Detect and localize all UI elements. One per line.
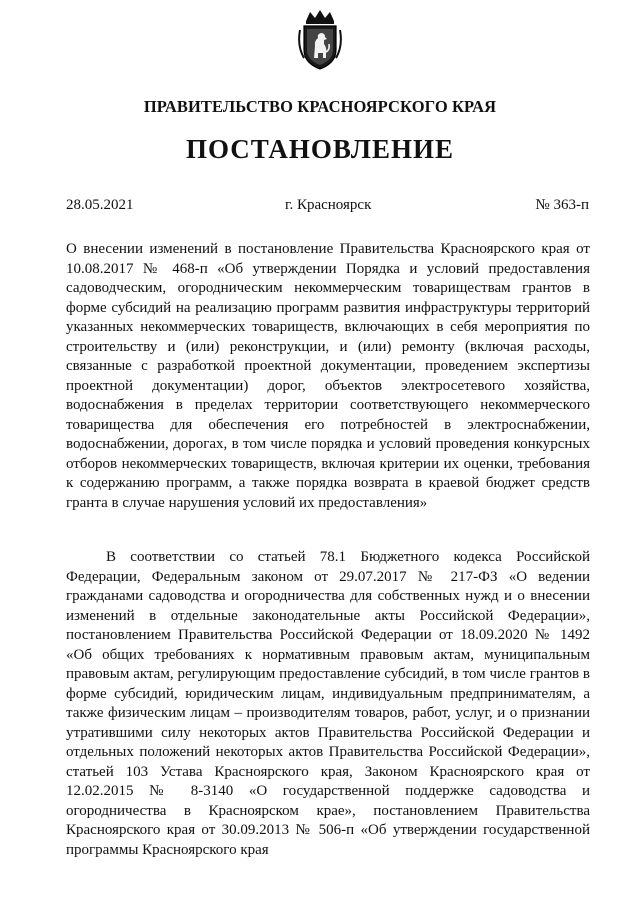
document-type-title: ПОСТАНОВЛЕНИЕ [185, 134, 455, 164]
document-subject: О внесении изменений в постановление Правительства Красноярского края от 10.08.2017 № 468-п «Об утверждении Порядка и условий предоставления садоводческим, огородническим некоммерческим товариществам грантов в форме субсидий на реализацию программ развития инфраструктуры территорий указанных некоммерческих товариществ, включающих в себя мероприятия по строительству и (или) реконструкции, и (или) ремонту (включая расходы, связанные с разработкой проектной документации, проведением экспертизы проектной документации) дорог, объектов электросетевого хозяйства, водоснабжения в пределах территории соответствующего некоммерческого товарищества для обеспечения его потребностей в электроснабжении, водоснабжении, дорогах, в том числе порядка и условий проведения конкурсных отборов некоммерческих товариществ, включая критерии их оценки, требования к содержанию программ, а также порядка возврата в краевой бюджет средств гранта в случае нарушения условий их предоставления» [66, 241, 590, 511]
organization-title: ПРАВИТЕЛЬСТВО КРАСНОЯРСКОГО КРАЯ [143, 97, 497, 116]
coat-of-arms-emblem [296, 8, 344, 72]
document-date: 28.05.2021 [66, 197, 134, 213]
document-city: г. Красноярск [285, 197, 372, 213]
document-number: № 363-п [535, 197, 589, 213]
body-paragraph: В соответствии со статьей 78.1 Бюджетного кодекса Российской Федерации, Федеральным законом от 29.07.2017 № 217-ФЗ «О ведении гражданами садоводства и огородничества для собственных нужд и о внесении изменений в отдельные законодательные акты Российской Федерации», постановлением Правительства Российской Федерации от 18.09.2020 № 1492 «Об общих требованиях к нормативным правовым актам, муниципальным правовым актам, регулирующим предоставление субсидий, в том числе грантов в форме субсидий, юридическим лицам, индивидуальным предпринимателям, а также физическим лицам – производителям товаров, работ, услуг, и о признании утратившими силу некоторых актов Правительства Российской Федерации и отдельных положений некоторых актов Правительства Российской Федерации», статьей 103 Устава Красноярского края, Законом Красноярского края от 12.02.2015 № 8-3140 «О государственной поддержке садоводства и огородничества в Красноярском крае», постановлением Правительства Красноярского края от 30.09.2013 № 506-п «Об утверждении государственной программы Красноярского края [66, 549, 590, 858]
coat-of-arms-icon [296, 8, 344, 72]
